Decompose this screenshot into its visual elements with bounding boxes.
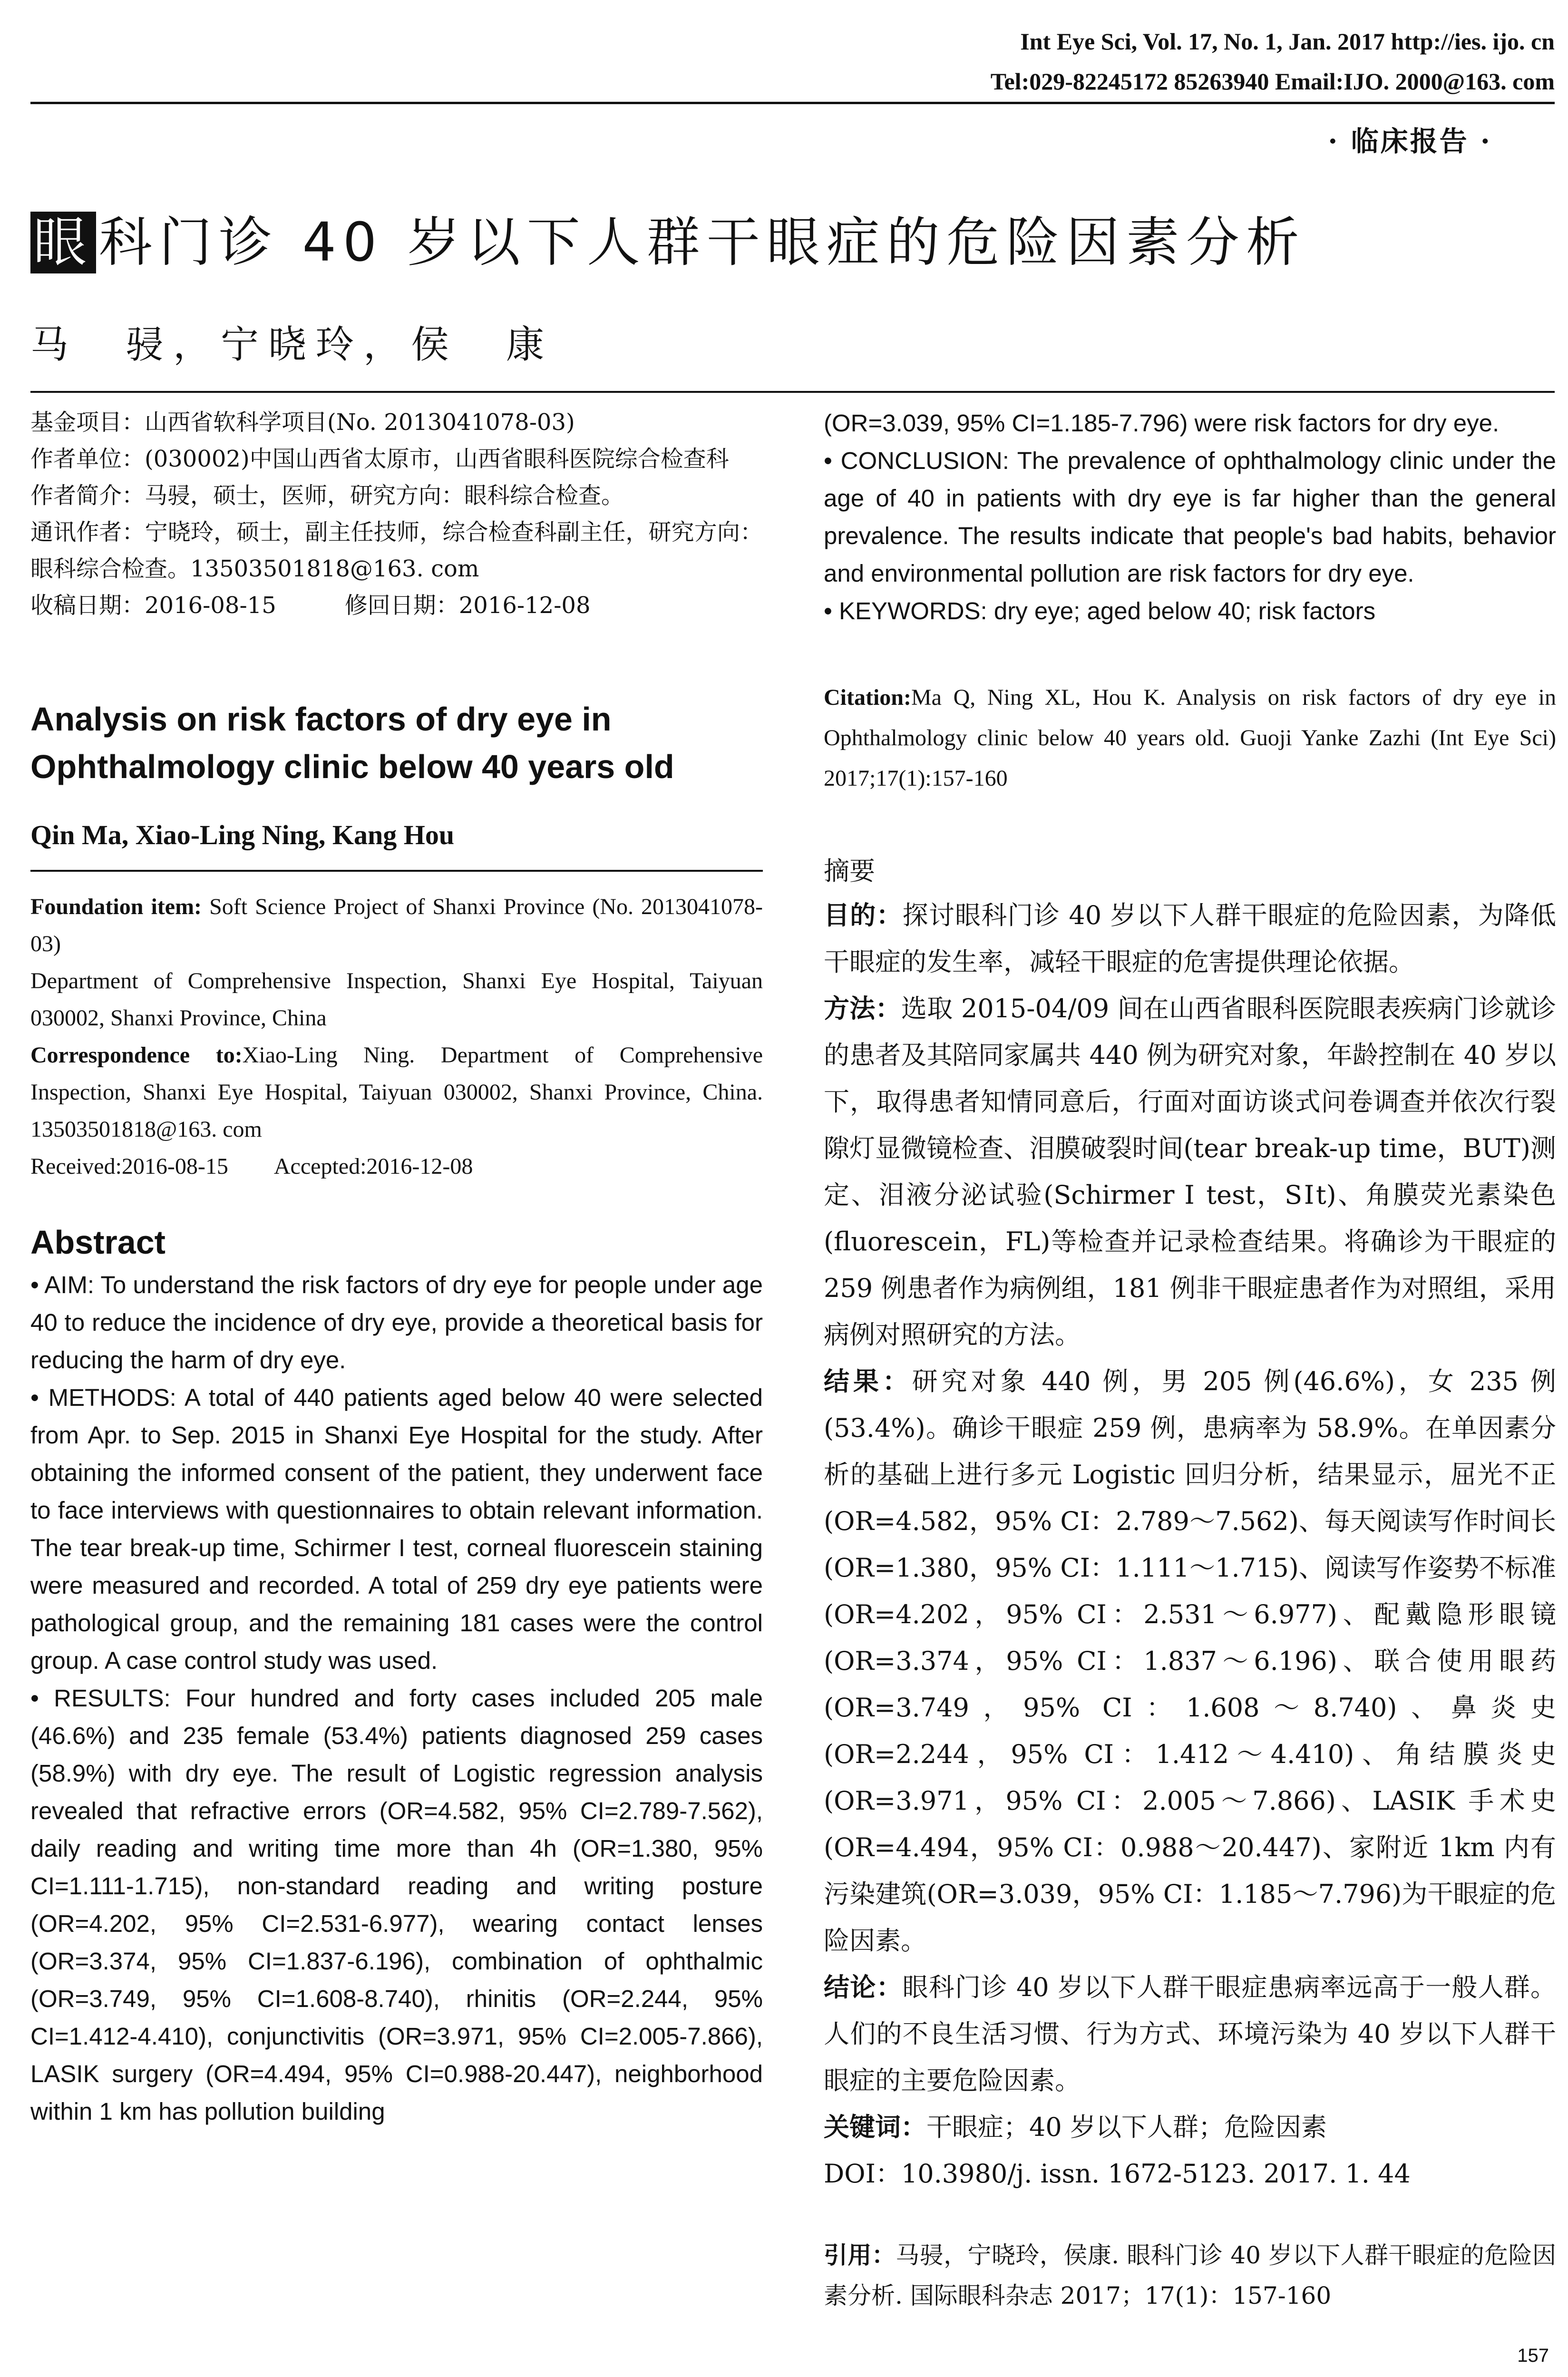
abstract-heading: Abstract	[30, 1224, 166, 1261]
cn-results-text: 研究对象 440 例，男 205 例(46.6%)，女 235 例(53.4%)。确诊干眼症 259 例，患病率为 58.9%。在单因素分析的基础上进行多元 Logistic 回归分析，结果显示，屈光不正(OR=4.582，95% CI：2.789～7.562)、每天阅读写作时间长(OR=1.380，95% CI：1.111～1.715)、阅读写作姿势不标准(OR=4.202，95% CI：2.531～6.977)、配戴隐形眼镜(OR=3.374，95% CI：1.837～6.196)、联合使用眼药(OR=3.749，95% CI：1.608～8.740)、鼻炎史(OR=2.244，95% CI：1.412～4.410)、角结膜炎史(OR=3.971，95% CI：2.005～7.866)、LASIK 手术史(OR=4.494，95% CI：0.988～20.447)、家附近 1km 内有污染建筑(OR=3.039，95% CI：1.185～7.796)为干眼症的危险因素。	[824, 1366, 1556, 1956]
section-tag: · 临床报告 ·	[1328, 125, 1492, 157]
cn-citation-text: 马骎，宁晓玲，侯康. 眼科门诊 40 岁以下人群干眼症的危险因素分析. 国际眼科杂志 2017；17(1)：157-160	[824, 2241, 1556, 2309]
cn-aim-label: 目的：	[824, 900, 903, 930]
abstract-conclusion: • CONCLUSION: The prevalence of ophthalmology clinic under the age of 40 in patients with dry eye is far higher than the general prevalence. The results indicate that people's bad habits, behavior and environmental pollution are risk factors for dry eye.	[824, 447, 1556, 587]
citation	[824, 677, 1556, 799]
cn-conclusion-text: 眼科门诊 40 岁以下人群干眼症患病率远高于一般人群。人们的不良生活习惯、行为方式、环境污染为 40 岁以下人群干眼症的主要危险因素。	[824, 1972, 1557, 2095]
header-divider	[30, 102, 1555, 104]
cn-doi: DOI：10.3980/j. issn. 1672-5123. 2017. 1. 44	[824, 2159, 1411, 2189]
abstract-results-cont: (OR=3.039, 95% CI=1.185-7.796) were risk factors for dry eye.	[824, 409, 1500, 437]
cn-methods-text: 选取 2015-04/09 间在山西省眼科医院眼表疾病门诊就诊的患者及其陪同家属共 440 例为研究对象，年龄控制在 40 岁以下，取得患者知情同意后，行面对面访谈式问卷调查并依次行裂隙灯显微镜检查、泪膜破裂时间(tear break-up time，BUT)测定、泪液分泌试验(Schirmer Ⅰ test，SⅠt)、角膜荧光素染色(fluorescein，FL)等检查并记录检查结果。将确诊为干眼症的 259 例患者作为病例组，181 例非干眼症患者作为对照组，采用病例对照研究的方法。	[824, 994, 1557, 1350]
cn-keywords-label: 关键词：	[824, 2112, 926, 2142]
abstract-methods: • METHODS: A total of 440 patients aged below 40 were selected from Apr. to Sep. 2015 in Shanxi Eye Hospital for the study. After obtaining the informed consent of the patient, they underwent face to face interviews with questionnaires to obtain relevant information. The tear break-up time, Schirmer I test, corneal fluorescein staining were measured and recorded. A total of 259 dry eye patients were pathological group, and the remaining 181 cases were the control group. A case control study was used.	[30, 1384, 763, 1674]
received-accepted: Received:2016-08-15 Accepted:2016-12-08	[30, 1154, 473, 1179]
correspondence-label: Correspondence to:	[30, 1042, 243, 1068]
cn-citation	[824, 2235, 1556, 2316]
right-column	[824, 404, 1556, 2316]
cn-citation-label: 引用：	[824, 2241, 896, 2269]
cn-aim-text: 探讨眼科门诊 40 岁以下人群干眼症的危险因素，为降低干眼症的发生率，减轻干眼症的危害提供理论依据。	[824, 900, 1557, 977]
cn-conclusion	[824, 1964, 1556, 2104]
cn-methods	[824, 985, 1556, 1358]
title-first-char: 眼	[30, 212, 96, 273]
foundation-label: Foundation item:	[30, 894, 202, 919]
journal-header-line2: Tel:029-82245172 85263940 Email:IJO. 2000@163. com	[990, 68, 1555, 95]
cn-aim	[824, 892, 1556, 985]
cn-abstract-heading: 摘要	[824, 856, 875, 886]
cn-meta-dates: 收稿日期：2016-08-15 修回日期：2016-12-08	[30, 592, 591, 619]
cn-results	[824, 1358, 1556, 1964]
correspondence	[30, 1037, 763, 1148]
cn-conclusion-label: 结论：	[824, 1972, 903, 2002]
cn-keywords-text: 干眼症；40 岁以下人群；危险因素	[926, 2112, 1327, 2142]
cn-meta-author-bio: 作者简介：马骎，硕士，医师，研究方向：眼科综合检查。	[30, 482, 624, 509]
citation-label: Citation:	[824, 685, 911, 710]
cn-meta-affiliation: 作者单位：(030002)中国山西省太原市，山西省眼科医院综合检查科	[30, 446, 729, 472]
cn-meta-correspondence: 通讯作者：宁晓玲，硕士，副主任技师，综合检查科副主任，研究方向：眼科综合检查。13503501818@163. com	[30, 519, 763, 582]
article-title-cn	[30, 200, 1306, 276]
cn-results-label: 结果：	[824, 1366, 912, 1396]
abstract-results: • RESULTS: Four hundred and forty cases included 205 male (46.6%) and 235 female (53.4%) patients diagnosed 259 cases (58.9%) with dry eye. The result of Logistic regression analysis revealed that refractive errors (OR=4.582, 95% CI=2.789-7.562), daily reading and writing time more than 4h (OR=1.380, 95% CI=1.111-1.715), non-standard reading and writing posture (OR=4.202, 95% CI=2.531-6.977), wearing contact lenses (OR=3.374, 95% CI=1.837-6.196), combination of ophthalmic (OR=3.749, 95% CI=1.608-8.740), rhinitis (OR=2.244, 95% CI=1.412-4.410), conjunctivitis (OR=3.971, 95% CI=2.005-7.866), LASIK surgery (OR=4.494, 95% CI=0.988-20.447), neighborhood within 1 km has pollution building	[30, 1685, 763, 2125]
journal-header-line1: Int Eye Sci, Vol. 17, No. 1, Jan. 2017 http://ies. ijo. cn	[1020, 28, 1555, 55]
title-rest: 科门诊 40 岁以下人群干眼症的危险因素分析	[99, 212, 1306, 273]
left-column	[30, 404, 763, 2130]
cn-meta-foundation: 基金项目：山西省软科学项目(No. 2013041078-03)	[30, 409, 575, 436]
correspondence-text: Xiao-Ling Ning. Department of Comprehensive Inspection, Shanxi Eye Hospital, Taiyuan 030002, Shanxi Province, China. 13503501818@163. com	[30, 1042, 763, 1142]
authors-divider	[30, 870, 763, 872]
page-number: 157	[1517, 2345, 1549, 2366]
title-divider	[30, 391, 1555, 393]
cn-meta-block	[30, 404, 763, 624]
cn-abstract	[824, 851, 1556, 2197]
article-title-en: Analysis on risk factors of dry eye in Ophthalmology clinic below 40 years old	[30, 701, 674, 785]
foundation-item	[30, 888, 763, 963]
foundation-text: Soft Science Project of Shanxi Province (No. 2013041078-03)	[30, 894, 763, 956]
cn-methods-label: 方法：	[824, 994, 901, 1023]
authors-en: Qin Ma, Xiao-Ling Ning, Kang Hou	[30, 819, 455, 850]
abstract-aim: • AIM: To understand the risk factors of dry eye for people under age 40 to reduce the incidence of dry eye, provide a theoretical basis for reducing the harm of dry eye.	[30, 1271, 763, 1374]
citation-text: Ma Q, Ning XL, Hou K. Analysis on risk factors of dry eye in Ophthalmology clinic below 40 years old. Guoji Yanke Zazhi (Int Eye Sci) 2017;17(1):157-160	[824, 685, 1556, 791]
cn-keywords	[824, 2104, 1556, 2151]
authors-cn: 马 骎，宁晓玲，侯 康	[30, 322, 554, 367]
abstract-keywords: • KEYWORDS: dry eye; aged below 40; risk factors	[824, 597, 1376, 624]
department: Department of Comprehensive Inspection, Shanxi Eye Hospital, Taiyuan 030002, Shanxi Province, China	[30, 968, 763, 1031]
